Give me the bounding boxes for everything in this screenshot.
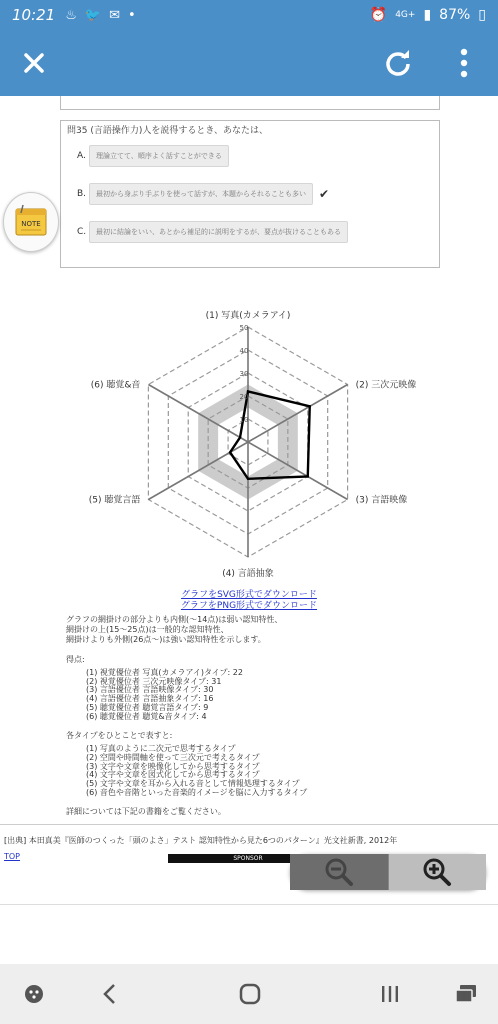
option-a bbox=[77, 145, 229, 167]
signal-icon: ▮ bbox=[423, 7, 432, 23]
divider bbox=[0, 904, 498, 905]
source-citation: [出典] 本田真美『医師のつくった「頭のよさ」テスト 認知特性から見た6つのパターン』光文社新書, 2012年 bbox=[0, 824, 498, 846]
more-notifications-icon: • bbox=[127, 7, 136, 23]
radar-tick-label: 40 bbox=[239, 347, 249, 355]
option-b bbox=[77, 183, 329, 205]
note-button[interactable] bbox=[3, 192, 59, 252]
app-bar bbox=[0, 30, 498, 96]
scores-title: 得点: bbox=[66, 655, 85, 664]
option-label: A. bbox=[77, 151, 86, 161]
sponsor-banner[interactable]: SPONSOR bbox=[168, 854, 328, 863]
zoom-in-icon bbox=[422, 857, 452, 887]
radar-data-point bbox=[229, 451, 231, 453]
description bbox=[66, 615, 446, 817]
status-time: 10:21 bbox=[12, 6, 56, 24]
battery-icon: ▯ bbox=[478, 7, 486, 23]
recent-apps-button[interactable] bbox=[360, 964, 420, 1024]
refresh-icon bbox=[384, 49, 412, 77]
battery-level: 87% bbox=[439, 7, 471, 23]
details-note: 詳細については下記の書籍をご覧ください。 bbox=[66, 807, 226, 817]
option-b-button[interactable]: 最初から身ぶり手ぶりを使って話すが、本題からそれることも多い bbox=[89, 183, 313, 205]
question-title: 問35 (言語操作力)人を説得するとき、あなたは、 bbox=[67, 126, 268, 136]
question-box bbox=[60, 120, 440, 268]
radar-data-point bbox=[239, 436, 241, 438]
recent-apps-icon bbox=[379, 984, 401, 1004]
radar-data-point bbox=[309, 405, 311, 407]
alarm-icon: ⏰ bbox=[369, 7, 388, 23]
note-icon bbox=[13, 205, 49, 239]
game-launcher-button[interactable] bbox=[4, 964, 64, 1024]
close-icon bbox=[23, 52, 45, 74]
home-icon bbox=[239, 983, 261, 1005]
zoom-out-icon bbox=[324, 857, 354, 887]
list-item: (2) 空間や時間軸を使って三次元で考えるタイプ bbox=[86, 752, 260, 762]
radar-chart bbox=[80, 294, 420, 579]
close-button[interactable] bbox=[6, 30, 62, 96]
option-c-button[interactable]: 最初に結論をいい、あとから補足的に説明をするが、要点が抜けることもある bbox=[89, 221, 348, 243]
multi-window-icon bbox=[454, 983, 478, 1005]
list-item: (6) 聴覚優位者 聴覚&音タイプ: 4 bbox=[86, 711, 207, 721]
navigation-bar bbox=[0, 964, 498, 1024]
download-links bbox=[0, 590, 498, 612]
radar-tick-label: 30 bbox=[239, 370, 249, 378]
gmail-icon: ✉ bbox=[109, 7, 120, 23]
status-bar bbox=[0, 0, 498, 30]
radar-data-point bbox=[247, 478, 249, 480]
list-item: (5) 文字や文章を耳から入れる音として情報処理するタイプ bbox=[86, 779, 300, 789]
zoom-in-button[interactable] bbox=[388, 854, 487, 890]
top-link[interactable]: TOP bbox=[4, 852, 21, 861]
radar-axis-label: (3) 言語映像 bbox=[355, 495, 408, 506]
more-options-button[interactable] bbox=[436, 30, 492, 96]
types-list bbox=[86, 745, 446, 797]
refresh-button[interactable] bbox=[370, 30, 426, 96]
radar-tick-label: 20 bbox=[239, 393, 249, 401]
multi-window-button[interactable] bbox=[436, 964, 496, 1024]
list-item: (2) 視覚優位者 三次元映像タイプ: 31 bbox=[86, 676, 222, 686]
scores-list bbox=[86, 669, 446, 721]
previous-question-box bbox=[60, 96, 440, 110]
web-content bbox=[0, 96, 498, 964]
notification-icon: ♨ bbox=[65, 7, 77, 23]
radar-axis-label: (5) 聴覚言語 bbox=[88, 495, 141, 506]
download-png-link[interactable]: グラフをPNG形式でダウンロード bbox=[180, 601, 318, 611]
more-vertical-icon bbox=[459, 48, 469, 78]
intro-text: グラフの網掛けの部分よりも内側(〜14点)は弱い認知特性、 網掛けの上(15〜25点)は一般的な認知特性、 網掛けよりも外側(26点〜)は強い認知特性を示します。 bbox=[66, 615, 283, 644]
option-label: B. bbox=[77, 189, 87, 199]
option-label: C. bbox=[77, 227, 87, 237]
list-item: (1) 視覚優位者 写真(カメラアイ)タイプ: 22 bbox=[86, 668, 243, 677]
twitter-icon: 🐦 bbox=[84, 7, 102, 23]
home-button[interactable] bbox=[220, 964, 280, 1024]
radar-axis-label: (1) 写真(カメラアイ) bbox=[205, 311, 291, 321]
radar-axis-label: (2) 三次元映像 bbox=[355, 380, 417, 391]
list-item: (4) 文字や文章を図式化してから思考するタイプ bbox=[86, 770, 260, 780]
gamepad-icon bbox=[23, 983, 45, 1005]
checkmark-icon: ✔ bbox=[319, 187, 330, 201]
back-button[interactable] bbox=[80, 964, 140, 1024]
option-a-button[interactable]: 理論立てて、順序よく話すことができる bbox=[89, 145, 229, 167]
list-item: (1) 写真のように二次元で思考するタイプ bbox=[86, 744, 236, 754]
zoom-out-button[interactable] bbox=[290, 854, 388, 890]
option-c bbox=[77, 221, 348, 243]
download-svg-link[interactable]: グラフをSVG形式でダウンロード bbox=[181, 590, 317, 600]
radar-tick-label: 10 bbox=[239, 416, 249, 424]
list-item: (3) 文字や文章を映像化してから思考するタイプ bbox=[86, 761, 260, 771]
list-item: (4) 言語優位者 言語抽象タイプ: 16 bbox=[86, 694, 214, 704]
radar-axis-label: (4) 言語抽象 bbox=[222, 569, 274, 579]
radar-data-point bbox=[307, 475, 309, 477]
note-label: NOTE bbox=[21, 220, 41, 228]
list-item: (5) 聴覚優位者 聴覚言語タイプ: 9 bbox=[86, 702, 209, 712]
list-item: (6) 音色や音階といった音楽的イメージを脳に入力するタイプ bbox=[86, 787, 308, 797]
radar-axis-label: (6) 聴覚&音 bbox=[90, 380, 141, 391]
types-title: 各タイプをひとことで表すと: bbox=[66, 731, 173, 741]
list-item: (3) 言語優位者 言語映像タイプ: 30 bbox=[86, 685, 214, 695]
radar-tick-label: 50 bbox=[239, 324, 249, 332]
back-icon bbox=[101, 983, 119, 1005]
network-label: 4G+ bbox=[395, 10, 416, 20]
zoom-controls bbox=[290, 854, 486, 890]
